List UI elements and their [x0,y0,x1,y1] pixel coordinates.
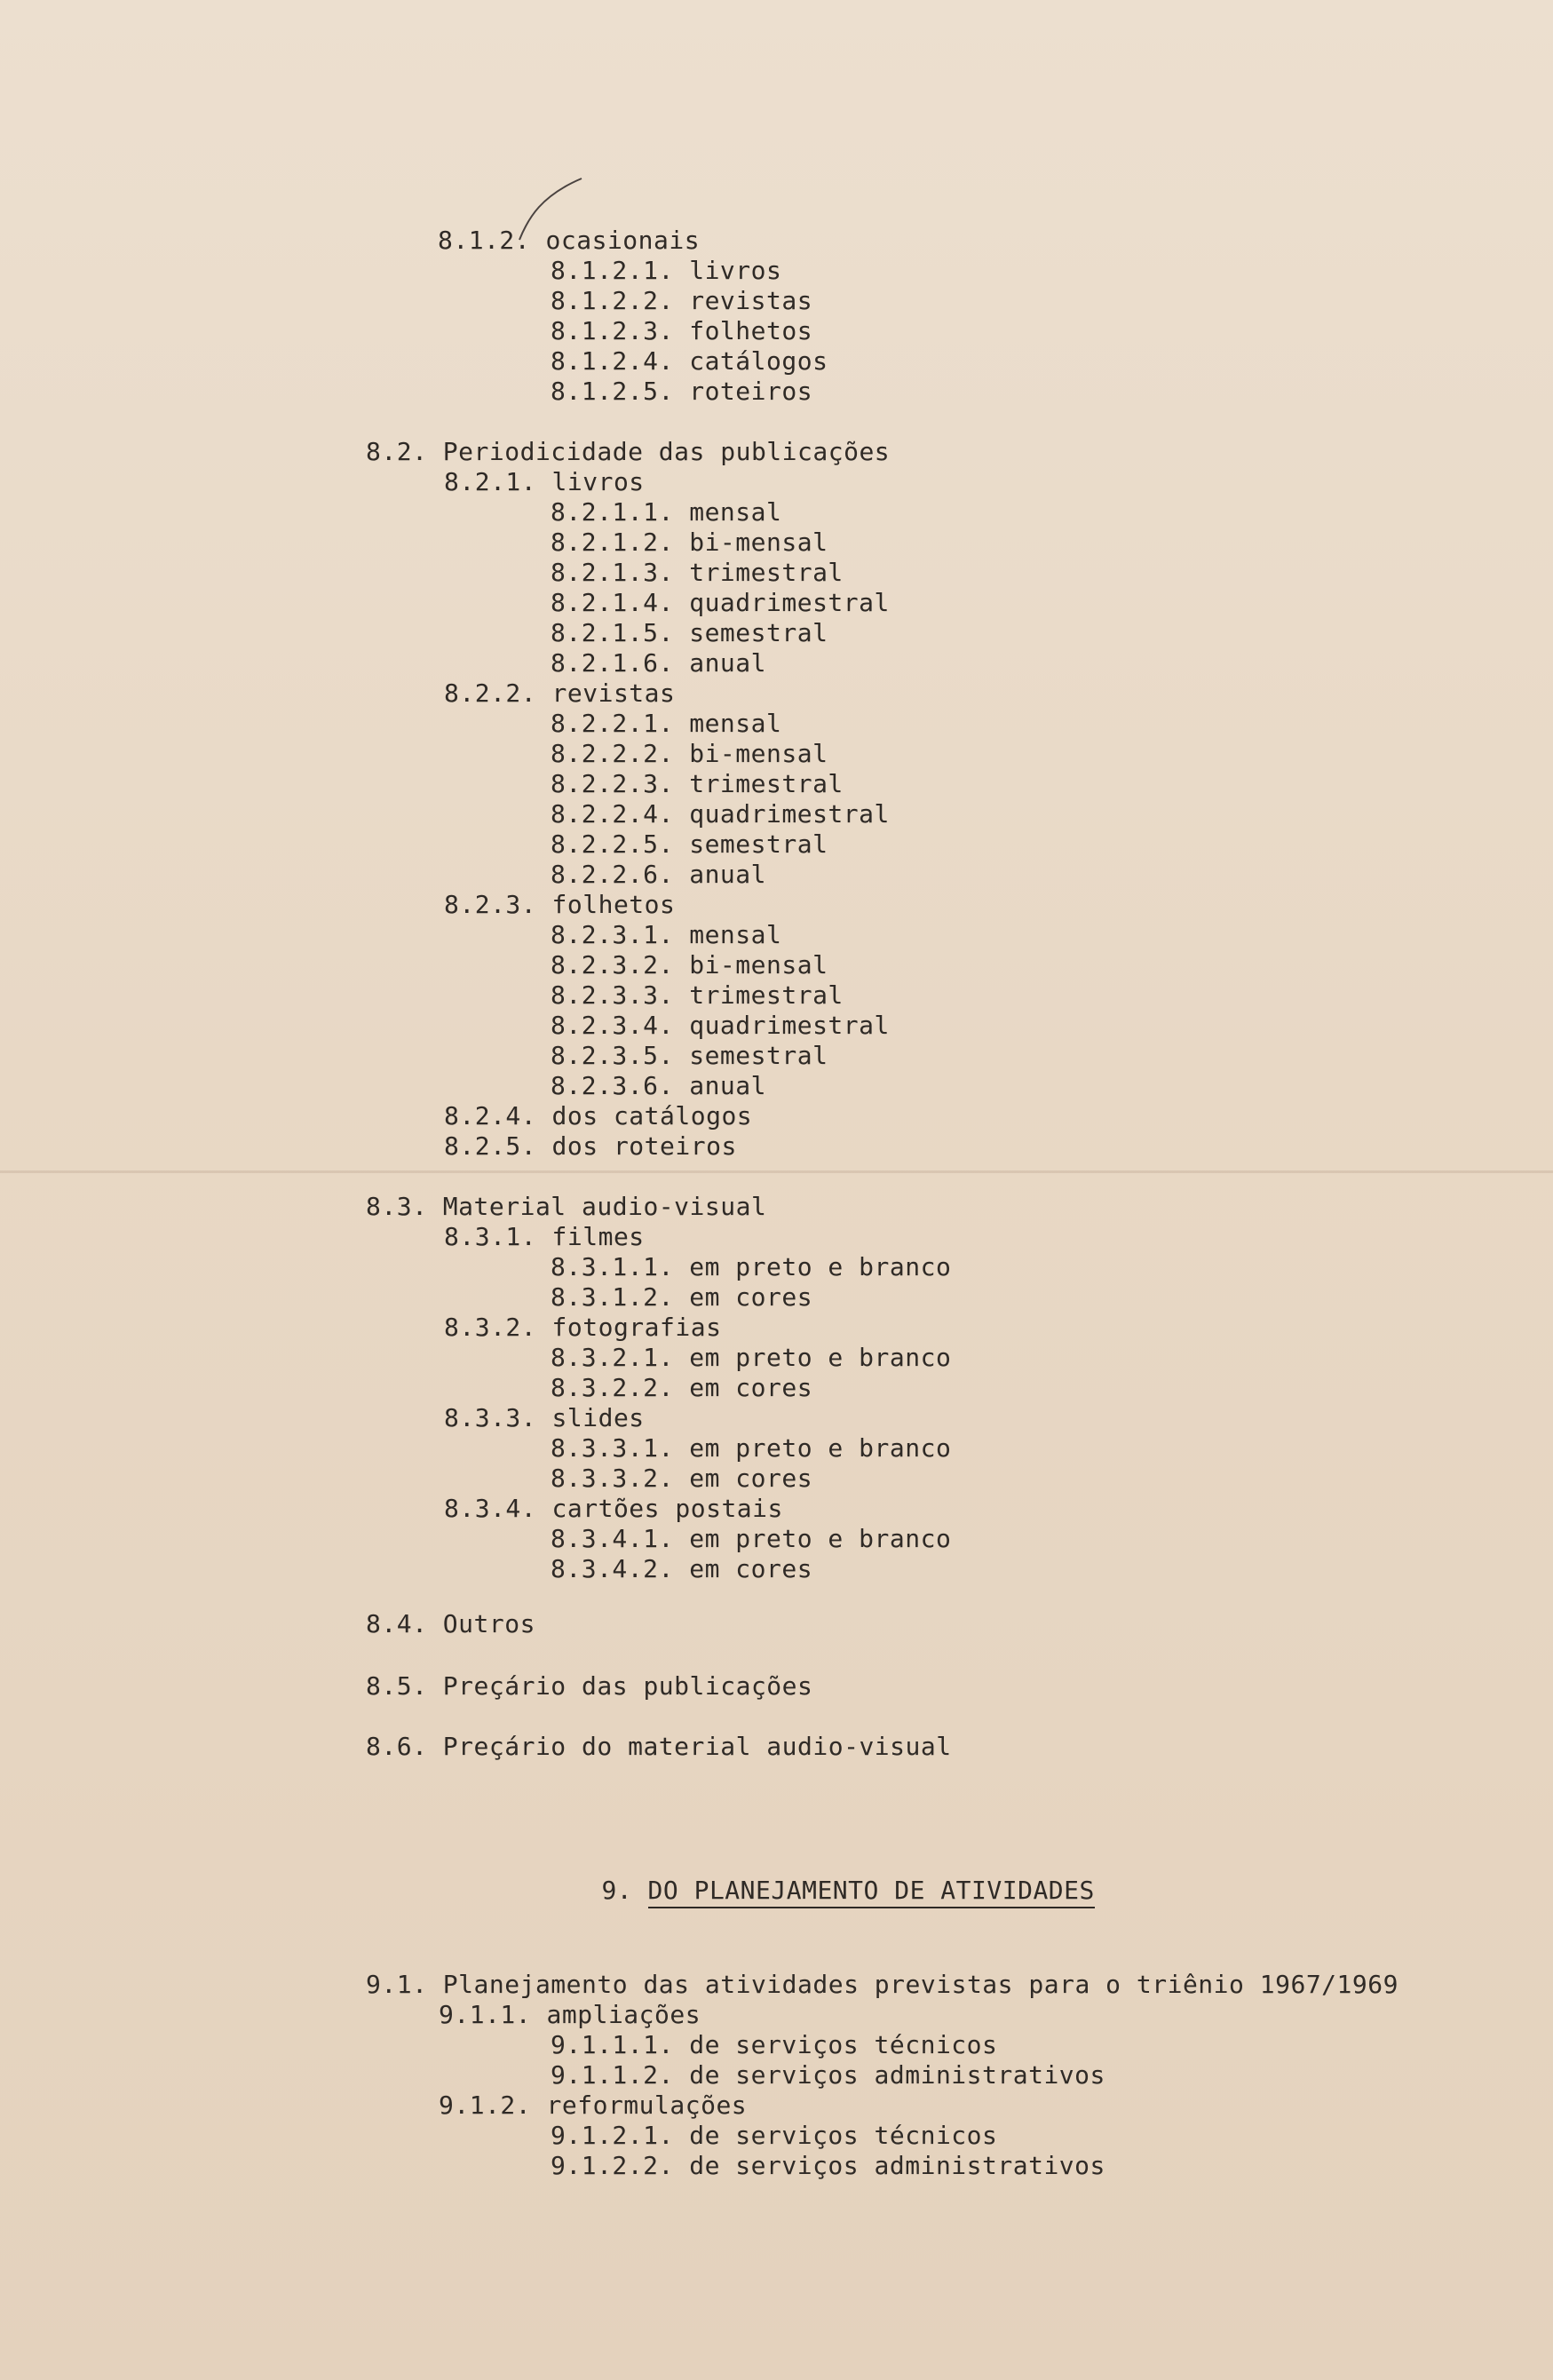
outline-item-number: 8.3. [366,1192,428,1221]
outline-item-number: 8.2.2.5. [551,829,674,859]
outline-item-number: 8.3.2.2. [551,1373,674,1402]
outline-item [551,2151,1105,2181]
outline-item-text: Planejamento das atividades previstas para o triênio 1967/1969 [442,1970,1398,1999]
outline-item [551,2121,997,2151]
outline-item-number: 9.1. [366,1970,428,1999]
outline-item [551,1464,812,1494]
outline-item-text: mensal [689,497,782,527]
outline-item-number: 8.3.4.1. [551,1524,674,1553]
outline-item-text: Outros [442,1609,535,1638]
outline-item-text: ampliações [546,2000,701,2029]
outline-item-text: anual [689,1071,767,1100]
outline-item-text: revistas [551,678,676,708]
outline-item-number: 8.3.4.2. [551,1554,674,1583]
outline-item-number: 8.1.2.3. [551,316,674,345]
outline-item [551,1071,766,1101]
outline-item-number: 9.1.2. [439,2090,532,2120]
outline-item-text: Periodicidade das publicações [442,437,891,466]
outline-item-number: 8.1.2.2. [551,286,674,315]
outline-item [551,1282,812,1313]
outline-item-text: dos catálogos [551,1101,753,1130]
outline-item [551,528,828,558]
outline-item-text: bi-mensal [689,528,828,557]
outline-item-text: de serviços técnicos [689,2121,998,2150]
outline-item-number: 8.3.3. [444,1403,537,1432]
outline-item-text: em preto e branco [689,1252,952,1281]
outline-item [551,377,812,407]
outline-item-text: reformulações [546,2090,748,2120]
outline-item [444,1313,721,1343]
outline-item-text: de serviços administrativos [689,2151,1105,2180]
outline-item-number: 8.3.3.2. [551,1464,674,1493]
outline-item-text: de serviços administrativos [689,2060,1105,2090]
outline-item-text: livros [551,467,645,496]
outline-item [551,1433,951,1464]
outline-item [366,1970,1398,2000]
outline-item-text: mensal [689,709,782,738]
outline-item [551,1373,812,1403]
outline-item-text: Material audio-visual [442,1192,767,1221]
outline-item-text: em preto e branco [689,1343,952,1372]
outline-item-number: 8.1.2.5. [551,377,674,406]
outline-item-number: 8.2.2.3. [551,769,674,798]
outline-item-number: 8.1.2. [438,226,531,255]
outline-item [444,890,675,920]
outline-item [551,709,781,739]
outline-item-text: em preto e branco [689,1433,952,1463]
outline-item-number: 8.2.3.6. [551,1071,674,1100]
outline-item [444,678,675,709]
outline-item-number: 8.3.1.1. [551,1252,674,1281]
outline-item [438,226,700,256]
outline-item [551,799,890,829]
outline-item-text: quadrimestral [689,1011,890,1040]
outline-item [551,286,812,316]
section-heading-title: DO PLANEJAMENTO DE ATIVIDADES [648,1876,1095,1908]
outline-item-text: trimestral [689,558,844,587]
outline-item-text: bi-mensal [689,950,828,980]
outline-item-number: 8.2.2.6. [551,860,674,889]
outline-item [551,1524,951,1554]
outline-item-number: 8.3.4. [444,1494,537,1523]
outline-item [551,739,828,769]
outline-item [551,558,844,588]
outline-item [551,1041,828,1071]
outline-item-text: em preto e branco [689,1524,952,1553]
outline-item-text: de serviços técnicos [689,2030,998,2059]
section-heading [540,1845,1095,1936]
outline-item [551,1252,951,1282]
outline-item-number: 8.4. [366,1609,428,1638]
outline-item-number: 8.2.1.1. [551,497,674,527]
outline-item-number: 8.6. [366,1732,428,1761]
outline-item-text: fotografias [551,1313,722,1342]
outline-item-number: 8.2.3. [444,890,537,919]
outline-item-text: folhetos [551,890,676,919]
outline-item-number: 8.2.2.1. [551,709,674,738]
outline-item-number: 8.3.2.1. [551,1343,674,1372]
outline-item [444,1222,645,1252]
outline-item-text: semestral [689,618,828,647]
outline-item-number: 8.2.3.5. [551,1041,674,1070]
outline-item-number: 8.3.1. [444,1222,537,1251]
outline-item-text: em cores [689,1464,813,1493]
outline-item-text: Preçário das publicações [442,1671,813,1701]
outline-item-text: quadrimestral [689,799,890,829]
outline-item-number: 8.2. [366,437,428,466]
outline-item [551,860,766,890]
outline-item-number: 8.3.2. [444,1313,537,1342]
outline-item-number: 8.1.2.4. [551,346,674,376]
outline-item-text: filmes [551,1222,645,1251]
outline-item-text: cartões postais [551,1494,783,1523]
outline-item [551,980,844,1011]
outline-item-number: 8.2.2. [444,678,537,708]
outline-item [551,1343,951,1373]
outline-item [551,497,781,528]
paper-fold [0,1170,1553,1173]
outline-item-number: 8.5. [366,1671,428,1701]
outline-item-number: 8.1.2.1. [551,256,674,285]
outline-item-number: 8.2.3.2. [551,950,674,980]
outline-item-text: catálogos [689,346,828,376]
outline-item-number: 8.2.3.1. [551,920,674,949]
outline-item-text: anual [689,860,767,889]
outline-item-number: 9.1.2.2. [551,2151,674,2180]
outline-item-text: ocasionais [545,226,701,255]
outline-item-text: folhetos [689,316,813,345]
outline-item [551,316,812,346]
outline-item-number: 8.2.1.2. [551,528,674,557]
outline-item [551,829,828,860]
outline-item-text: quadrimestral [689,588,890,617]
outline-item-text: slides [551,1403,645,1432]
outline-item-text: mensal [689,920,782,949]
outline-item-text: anual [689,648,767,678]
outline-item [551,920,781,950]
outline-item-number: 8.2.1.5. [551,618,674,647]
outline-item-number: 8.2.2.4. [551,799,674,829]
outline-item [366,437,890,467]
outline-item-text: livros [689,256,782,285]
outline-item [444,467,645,497]
outline-item-number: 8.2.2.2. [551,739,674,768]
outline-item [439,2090,747,2121]
outline-item-number: 8.2.1.4. [551,588,674,617]
outline-item-text: dos roteiros [551,1131,737,1161]
outline-item [551,588,890,618]
outline-item-number: 8.2.1. [444,467,537,496]
outline-item-number: 9.1.1. [439,2000,532,2029]
outline-item-number: 8.2.3.3. [551,980,674,1010]
outline-item-number: 8.2.4. [444,1101,537,1130]
outline-item [551,648,766,678]
outline-item-text: revistas [689,286,813,315]
outline-item [366,1609,535,1639]
outline-item-number: 9.1.1.2. [551,2060,674,2090]
outline-item [551,1554,812,1584]
outline-item [444,1101,752,1131]
outline-item-text: em cores [689,1282,813,1312]
outline-item [444,1403,645,1433]
outline-item [439,2000,701,2030]
section-heading-number: 9. [601,1876,633,1905]
outline-item [551,346,828,377]
outline-item-number: 8.3.3.1. [551,1433,674,1463]
outline-item-text: em cores [689,1554,813,1583]
outline-item [551,1011,890,1041]
outline-item [551,769,844,799]
outline-item-number: 9.1.1.1. [551,2030,674,2059]
outline-item-text: semestral [689,1041,828,1070]
outline-item-text: trimestral [689,980,844,1010]
outline-item-text: em cores [689,1373,813,1402]
outline-item-text: Preçário do material audio-visual [442,1732,952,1761]
outline-item-text: semestral [689,829,828,859]
outline-item-number: 8.2.1.6. [551,648,674,678]
outline-item [551,618,828,648]
outline-item [366,1671,812,1702]
outline-item-number: 8.2.1.3. [551,558,674,587]
outline-item [366,1732,952,1762]
outline-item-number: 8.2.3.4. [551,1011,674,1040]
outline-item [444,1494,783,1524]
outline-item-number: 8.3.1.2. [551,1282,674,1312]
outline-item-number: 8.2.5. [444,1131,537,1161]
outline-item [444,1131,737,1162]
outline-item-number: 9.1.2.1. [551,2121,674,2150]
outline-item [551,256,781,286]
outline-item [551,2060,1105,2090]
outline-item-text: bi-mensal [689,739,828,768]
outline-item [551,950,828,980]
outline-item-text: roteiros [689,377,813,406]
outline-item-text: trimestral [689,769,844,798]
outline-item [366,1192,766,1222]
outline-item [551,2030,997,2060]
